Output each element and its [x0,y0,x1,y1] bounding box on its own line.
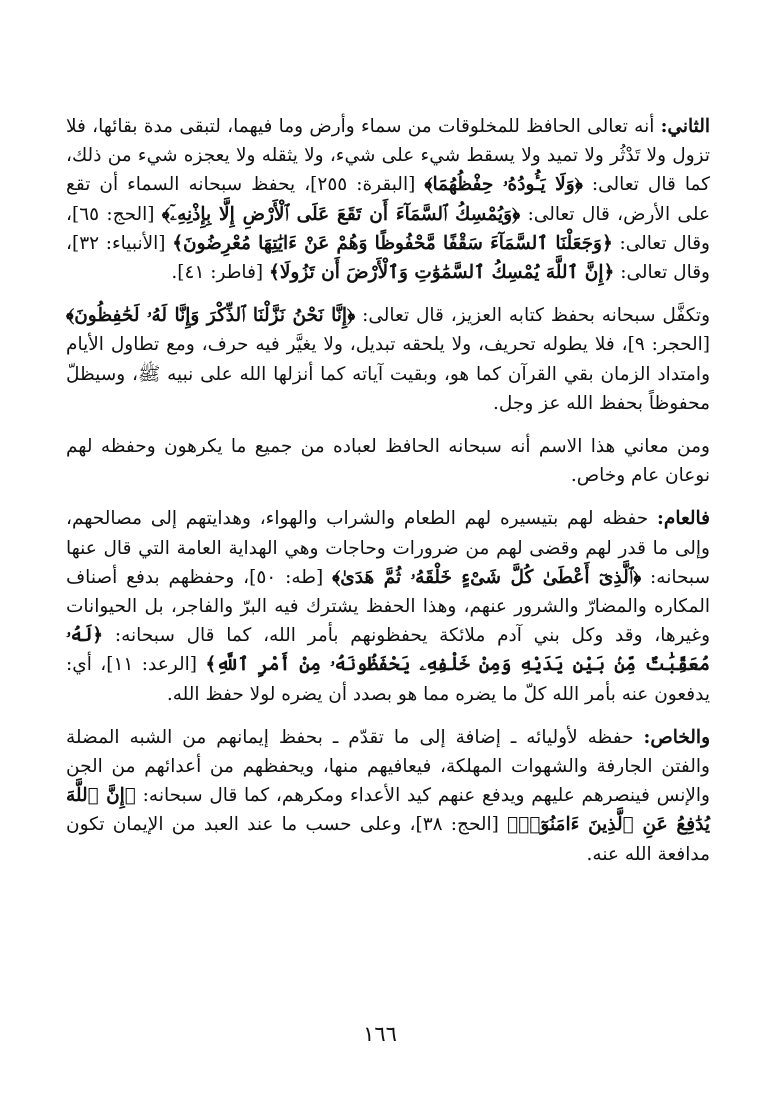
body-text: [الحج: ٣٨]، وعلى حسب ما عند العبد من الإيمان تكون مدافعة الله عنه. [66,814,710,865]
quran-verse: ﴿إِنَّ ٱللَّهَ يُدَٰفِعُ عَنِ ٱلَّذِينَ ءَامَنُوٓا۟﴾ [66,785,710,836]
body-text: ومن معاني هذا الاسم أنه سبحانه الحافظ لعباده من جميع ما يكرهون وحفظه لهم نوعان عام وخاص. [66,436,710,487]
body-text: أنه تعالى الحافظ للمخلوقات من سماء وأرض وما فيهما، لتبقى مدة بقائها، فلا تزول ولا تَدْثُر ولا تميد ولا يسقط شيء على شيء، ولا يثقله ولا يعجزه شيء من ذلك، كما قال تعالى: [66,116,710,196]
page-body [66,112,710,869]
body-text: حفظه لهم بتيسيره لهم الطعام والشراب والهواء، وهدايتهم إلى مصالحهم، وإلى ما قدر لهم وقضى لهم من ضرورات وحاجات وهي الهداية العامة التي قال عنها سبحانه: [66,508,711,588]
body-text: [البقرة: ٢٥٥]، يحفظ سبحانه السماء أن تقع على الأرض، قال تعالى: [66,174,710,225]
body-text: [الحج: ٦٥]، وقال تعالى: [66,203,710,254]
body-text: حفظه لأوليائه ـ إضافة إلى ما تقدّم ـ بحفظ إيمانهم من الشبه المضلة والفتن الجارفة والشهوات المهلكة، فيعافيهم منها، ويحفظهم من أعدائهم من الجن والإنس فينصرهم عليهم ويدفع عنهم كيد الأعداء ومكرهم، كما قال سبحانه: [66,726,710,807]
body-text: [الأنبياء: ٣٢]، وقال تعالى: [66,232,710,284]
body-text: [الحجر: ٩]، فلا يطوله تحريف، ولا يلحقه تبديل، ولا يغيَّر فيه حرف، ومع تطاول الأيام وامتداد الزمان بقي القرآن كما هو، وبقيت آياته كما أنزلها الله على نبيه ﷺ، وسيظلّ محفوظاً بحفظ الله عز وجل. [66,334,711,414]
page-number: ١٦٦ [363,1022,397,1046]
quran-verse: ﴿وَلَا يَـُٔودُهُۥ حِفْظُهُمَا﴾ [424,174,583,196]
paragraph-gap [66,287,710,301]
body-text: [فاطر: ٤١]. [171,262,270,284]
paragraph-two-kinds [66,432,710,490]
paragraph-general-protection [66,504,710,708]
paragraph-protection-of-quran [66,301,710,418]
quran-verse: ﴿لَهُۥ مُعَقِّبَٰتٌ مِّنۢ بَيْنِ يَدَيْهِ وَمِنْ خَلْفِهِۦ يَحْفَظُونَهُۥ مِنْ أَمْرِ ٱللَّهِ﴾ [66,625,710,676]
body-text: [طه: ٥٠]، وحفظهم بدفع أصناف المكاره والمضارّ والشرور عنهم، وهذا الحفظ يشترك فيه البرّ والفاجر، بل الحيوانات وغيرها، وقد وكل بني آدم ملائكة يحفظونهم بأمر الله، كما قال سبحانه: [66,566,710,647]
quran-verse: ﴿إِنَّ ٱللَّهَ يُمْسِكُ ٱلسَّمَٰوَٰتِ وَٱلْأَرْضَ أَن تَزُولَا﴾ [269,262,615,284]
paragraph-lead: الثاني: [660,116,710,137]
quran-verse: ﴿إِنَّا نَحْنُ نَزَّلْنَا ٱلذِّكْرَ وَإِنَّا لَهُۥ لَحَٰفِظُونَ﴾ [66,305,356,327]
paragraph-special-protection [66,723,710,869]
paragraph-gap [66,418,710,432]
quran-verse: ﴿وَيُمْسِكُ ٱلسَّمَآءَ أَن تَقَعَ عَلَى ٱلْأَرْضِ إِلَّا بِإِذْنِهِۦٓ﴾ [161,203,521,225]
paragraph-lead: والخاص: [643,726,710,748]
paragraph-lead: فالعام: [657,508,710,530]
quran-verse: ﴿ٱلَّذِىٓ أَعْطَىٰ كُلَّ شَىْءٍ خَلْقَهُۥ ثُمَّ هَدَىٰ﴾ [332,566,642,588]
paragraph-gap [66,709,710,723]
body-text: وتكفَّل سبحانه بحفظ كتابه العزيز، قال تعالى: [355,305,711,327]
quran-verse: ﴿وَجَعَلْنَا ٱلسَّمَآءَ سَقْفًا مَّحْفُوظًا وَهُمْ عَنْ ءَايَٰتِهَا مُعْرِضُونَ﴾ [172,232,613,254]
paragraph-gap [66,490,710,504]
body-text: [الرعد: ١١]، أي: يدفعون عنه بأمر الله كلّ ما يضره مما هو بصدد أن يضره لولا حفظ الله. [66,654,710,705]
paragraph-protection-of-creation [66,112,710,287]
